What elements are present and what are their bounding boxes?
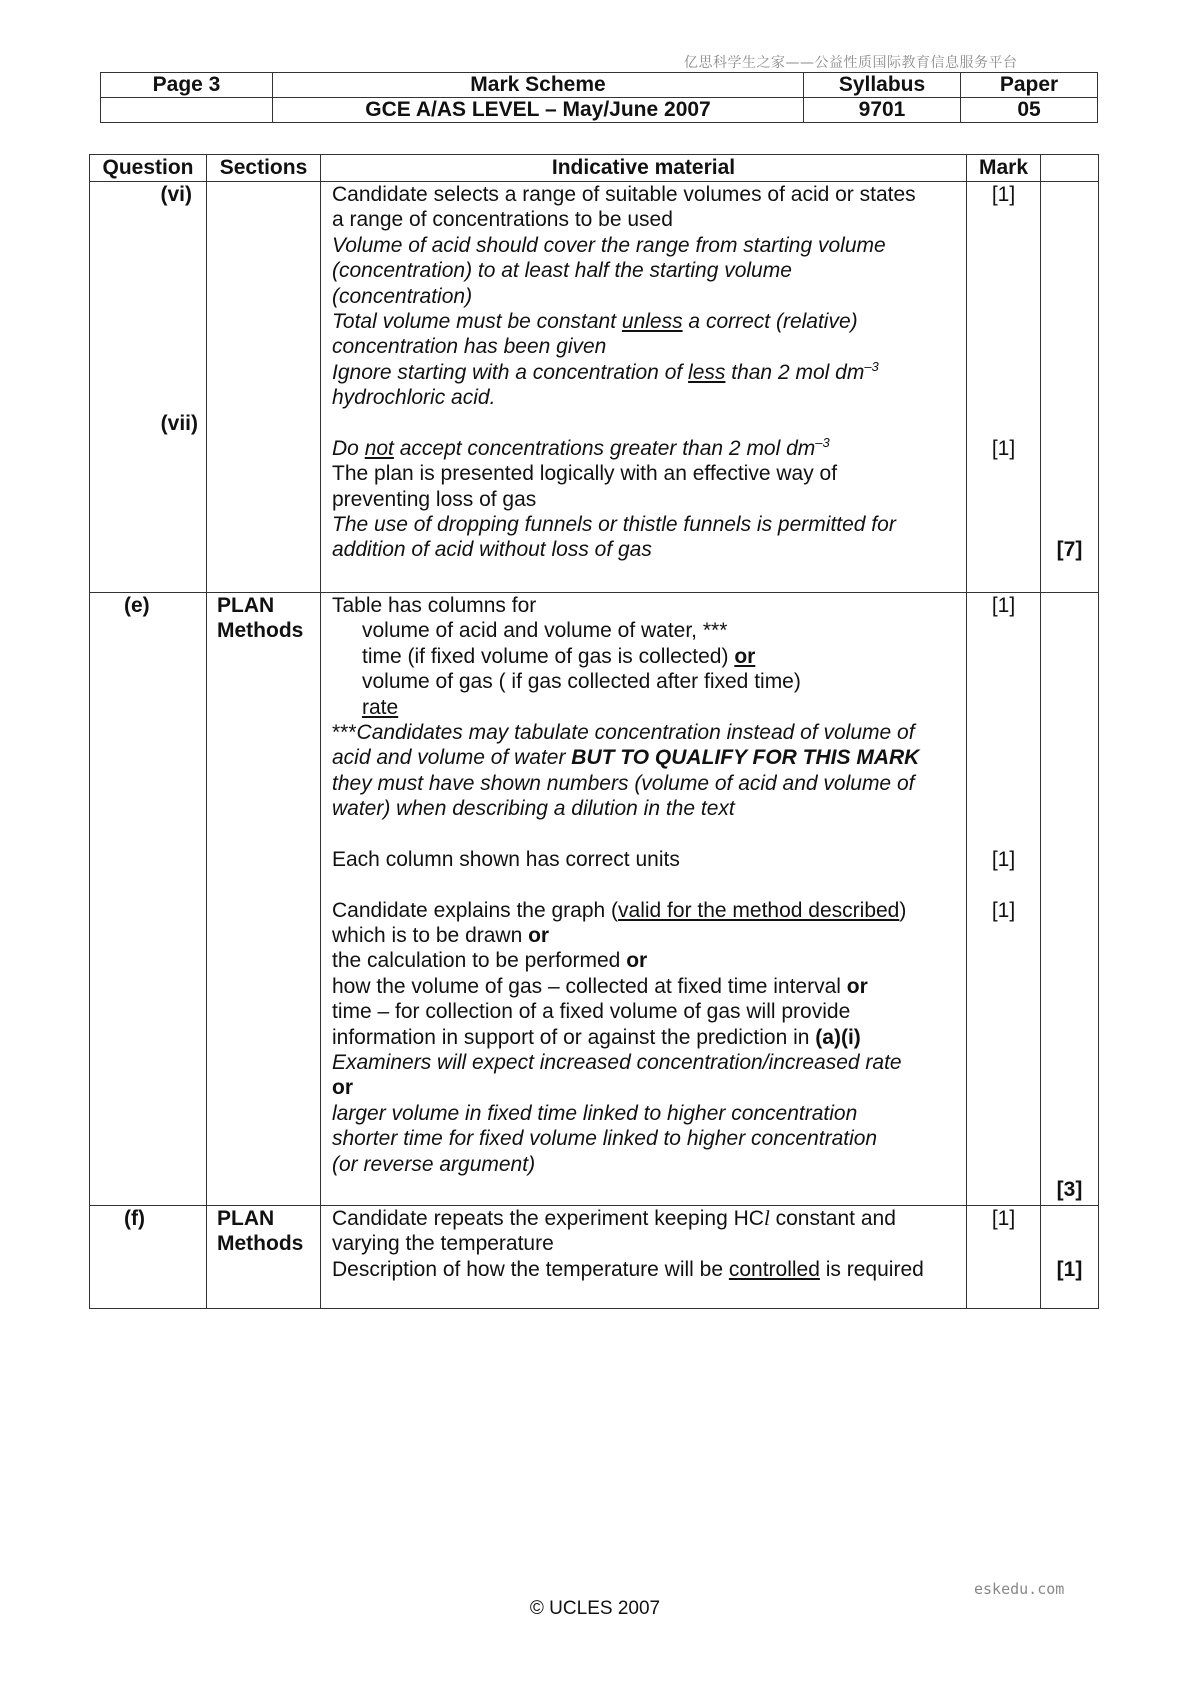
text-segment: acid and volume of water bbox=[332, 746, 572, 770]
text-line: The plan is presented logically with an effective way of bbox=[332, 462, 838, 486]
paper-code: 05 bbox=[961, 98, 1098, 123]
underlined-word: valid for the method described bbox=[618, 898, 900, 922]
bold-text: or bbox=[626, 949, 648, 973]
page-number: Page 3 bbox=[101, 73, 273, 98]
syllabus-label: Syllabus bbox=[804, 73, 961, 98]
text-line: Each column shown has correct units bbox=[332, 847, 680, 871]
section-label: PLAN bbox=[217, 1207, 275, 1230]
text-segment: Total volume must be constant bbox=[332, 309, 622, 333]
text-line: a range of concentrations to be used bbox=[332, 208, 673, 232]
bold-text: BUT TO QUALIFY FOR THIS MARK bbox=[571, 746, 920, 770]
col-sections: Sections bbox=[207, 155, 321, 182]
text-line: Table has columns for bbox=[332, 594, 537, 617]
text-segment: time (if fixed volume of gas is collected) bbox=[362, 644, 735, 668]
text-line: Candidate selects a range of suitable volumes of acid or states bbox=[332, 183, 916, 206]
section-label: Methods bbox=[217, 619, 304, 643]
text-line: varying the temperature bbox=[332, 1232, 554, 1256]
text-segment: Description of how the temperature will be bbox=[332, 1257, 729, 1281]
mark-value: [1] bbox=[991, 898, 1016, 922]
table-row bbox=[90, 182, 1099, 593]
text-line: addition of acid without loss of gas bbox=[332, 538, 652, 562]
total-cell bbox=[1041, 593, 1099, 1206]
indicative-cell bbox=[321, 1206, 967, 1309]
indicative-cell bbox=[321, 182, 967, 593]
paper-label: Paper bbox=[961, 73, 1098, 98]
text-line: water) when describing a dilution in the text bbox=[332, 797, 735, 821]
text-segment: which is to be drawn bbox=[332, 924, 529, 948]
col-total bbox=[1041, 155, 1099, 182]
copyright-footer: © UCLES 2007 bbox=[529, 1598, 661, 1619]
syllabus-code: 9701 bbox=[804, 98, 961, 123]
question-number: (f) bbox=[124, 1207, 145, 1230]
underlined-word: not bbox=[364, 436, 394, 460]
mark-value: [1] bbox=[991, 594, 1016, 617]
text-segment: is required bbox=[819, 1257, 924, 1281]
text-segment: *** bbox=[332, 720, 357, 744]
text-segment: Ignore starting with a concentration of bbox=[332, 360, 689, 384]
document-title: Mark Scheme bbox=[273, 73, 804, 98]
text-line: Volume of acid should cover the range from starting volume bbox=[332, 233, 886, 257]
mark-cell bbox=[967, 182, 1041, 593]
text-segment: constant and bbox=[769, 1207, 896, 1230]
table-row bbox=[90, 593, 1099, 1206]
section-label: PLAN bbox=[217, 594, 275, 617]
watermark-bottom: eskedu.com bbox=[974, 1580, 1065, 1598]
text-line: The use of dropping funnels or thistle funnels is permitted for bbox=[332, 513, 896, 537]
underlined-word: controlled bbox=[728, 1257, 820, 1281]
text-segment: ) bbox=[899, 898, 907, 922]
text-line: (concentration) to at least half the starting volume bbox=[332, 259, 792, 283]
total-cell bbox=[1041, 182, 1099, 593]
col-question: Question bbox=[90, 155, 207, 182]
text-line: hydrochloric acid. bbox=[332, 386, 496, 410]
text-line: concentration has been given bbox=[332, 335, 607, 359]
col-mark: Mark bbox=[967, 155, 1041, 182]
total-mark: [3] bbox=[1056, 1177, 1083, 1201]
document-subtitle: GCE A/AS LEVEL – May/June 2007 bbox=[273, 98, 804, 123]
chemical-symbol: l bbox=[763, 1206, 770, 1230]
col-indicative: Indicative material bbox=[321, 155, 967, 182]
sections-cell bbox=[207, 593, 321, 1206]
total-mark: [7] bbox=[1056, 538, 1083, 562]
text-segment: Candidate repeats the experiment keeping HC bbox=[332, 1207, 764, 1230]
question-number: (vi) bbox=[160, 183, 192, 206]
question-cell bbox=[90, 1206, 207, 1309]
mark-cell bbox=[967, 1206, 1041, 1309]
text-segment: the calculation to be performed bbox=[332, 949, 627, 973]
underlined-word: unless bbox=[621, 309, 683, 333]
mark-value: [1] bbox=[991, 183, 1016, 206]
text-line: (or reverse argument) bbox=[332, 1152, 536, 1176]
question-number: (e) bbox=[124, 594, 150, 617]
table-row bbox=[90, 1206, 1099, 1309]
total-mark: [1] bbox=[1056, 1257, 1083, 1281]
text-segment: Candidates may tabulate concentration instead of volume of bbox=[356, 720, 915, 744]
text-segment: information in support of or against the prediction in bbox=[332, 1025, 816, 1049]
mark-value: [1] bbox=[991, 847, 1016, 871]
text-line: Examiners will expect increased concentration/increased rate bbox=[332, 1051, 902, 1075]
text-line: (concentration) bbox=[332, 284, 473, 308]
superscript: –3 bbox=[864, 358, 879, 374]
bold-text: or bbox=[332, 1076, 353, 1100]
header-empty-cell bbox=[101, 98, 273, 123]
sections-cell bbox=[207, 1206, 321, 1309]
mark-scheme-table bbox=[89, 154, 1099, 1309]
text-line: volume of acid and volume of water, *** bbox=[362, 619, 728, 643]
text-segment: than 2 mol dm bbox=[725, 360, 865, 384]
text-segment: how the volume of gas – collected at fixed time interval bbox=[332, 974, 847, 998]
bold-text: or bbox=[846, 974, 868, 998]
section-label: Methods bbox=[217, 1232, 304, 1256]
bold-text: (a)(i) bbox=[815, 1025, 861, 1049]
sections-cell bbox=[207, 182, 321, 593]
text-line: shorter time for fixed volume linked to higher concentration bbox=[332, 1127, 878, 1151]
text-line: they must have shown numbers (volume of acid and volume of bbox=[332, 771, 915, 795]
question-cell bbox=[90, 182, 207, 593]
superscript: –3 bbox=[815, 434, 830, 450]
indicative-cell bbox=[321, 593, 967, 1206]
total-cell bbox=[1041, 1206, 1099, 1309]
mark-value: [1] bbox=[991, 436, 1016, 460]
watermark-top: 亿思科学生之家——公益性质国际教育信息服务平台 bbox=[684, 55, 1018, 71]
text-segment: Candidate explains the graph ( bbox=[332, 898, 619, 922]
underlined-word: rate bbox=[362, 695, 399, 719]
text-segment: accept concentrations greater than 2 mol dm bbox=[393, 436, 816, 460]
text-line: time – for collection of a fixed volume of gas will provide bbox=[332, 1000, 851, 1024]
text-line: volume of gas ( if gas collected after fixed time) bbox=[362, 670, 801, 694]
header-table bbox=[100, 72, 1098, 123]
text-segment: Do bbox=[332, 436, 365, 460]
bold-text: or bbox=[528, 924, 550, 948]
text-line: larger volume in fixed time linked to higher concentration bbox=[332, 1101, 858, 1125]
underlined-word: less bbox=[688, 360, 726, 384]
table-header-row bbox=[90, 155, 1099, 182]
text-segment: a correct (relative) bbox=[682, 309, 858, 333]
mark-value: [1] bbox=[991, 1207, 1016, 1230]
question-number: (vii) bbox=[160, 411, 198, 435]
mark-cell bbox=[967, 593, 1041, 1206]
question-cell bbox=[90, 593, 207, 1206]
text-line: preventing loss of gas bbox=[332, 487, 537, 511]
underlined-word: or bbox=[734, 644, 756, 668]
